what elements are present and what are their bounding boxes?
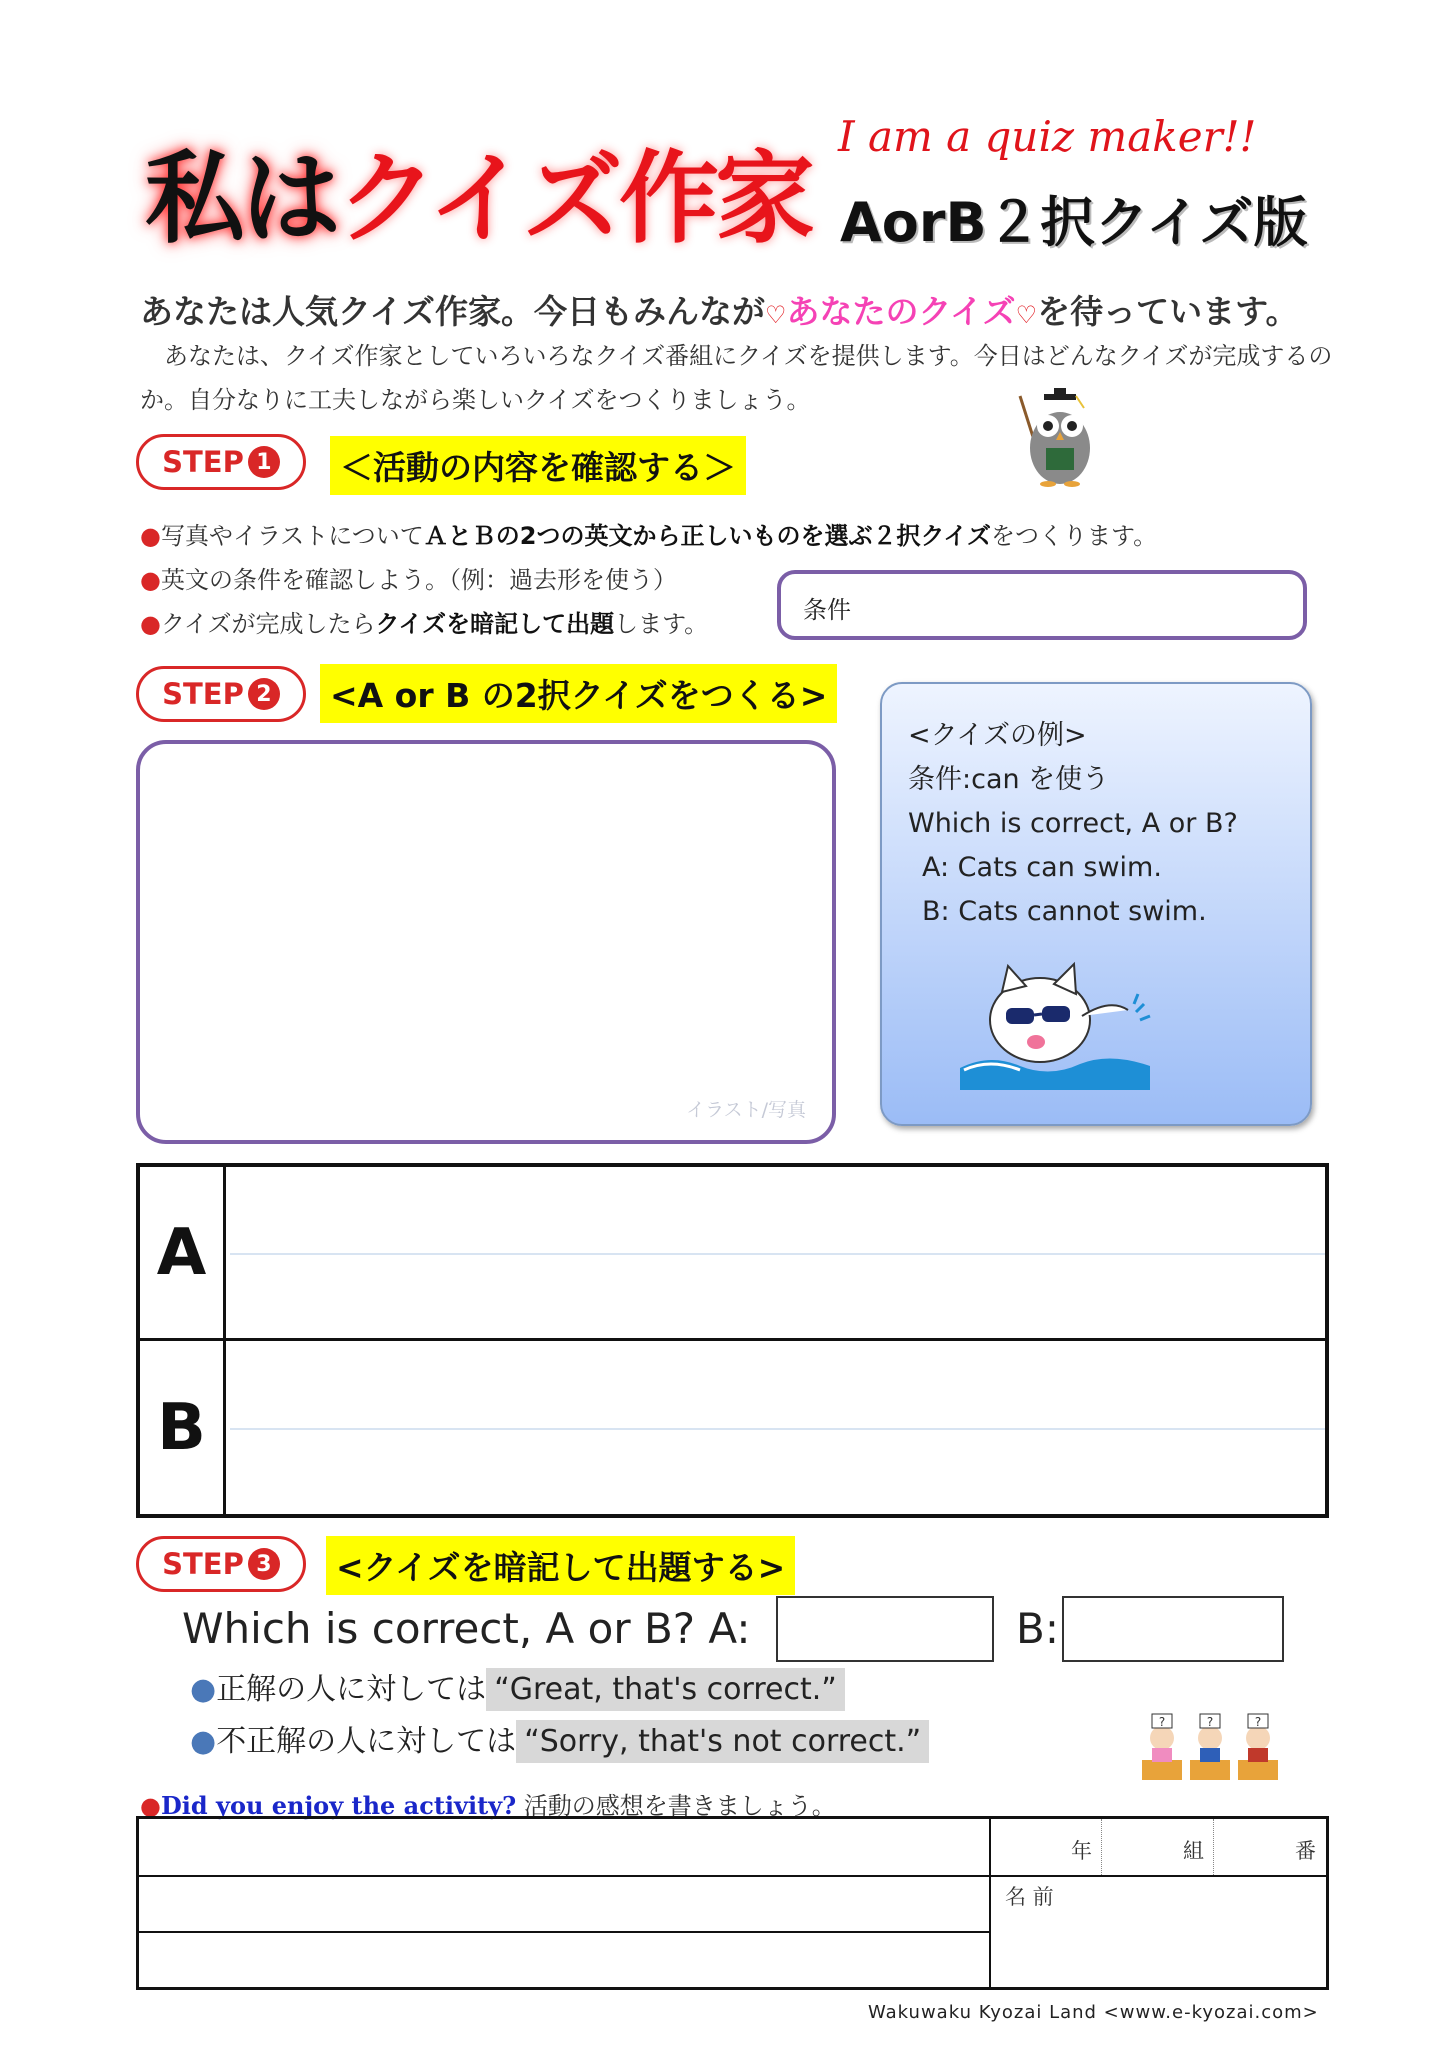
step1-bullet-2: ●英文の条件を確認しよう。（例：過去形を使う） bbox=[140, 566, 677, 594]
step3-b-prefix: B: bbox=[1016, 1604, 1059, 1653]
step1-heading: ＜活動の内容を確認する＞ bbox=[330, 436, 746, 495]
svg-text:?: ? bbox=[1206, 1715, 1214, 1729]
name-label: 名 前 bbox=[1005, 1885, 1054, 1909]
correct-response: ●正解の人に対しては “Great, that's correct.” bbox=[190, 1664, 845, 1708]
intro-paragraph: あなたは、クイズ作家としていろいろなクイズ番組にクイズを提供します。今日はどんなクイズが完成するのか。自分なりに工夫しながら楽しいクイズをつくりましょう。 bbox=[140, 342, 1333, 414]
main-title: 私はクイズ作家 bbox=[145, 139, 811, 257]
step2-heading: <A or B の2択クイズをつくる> bbox=[320, 664, 837, 723]
reflection-box[interactable] bbox=[136, 1816, 1329, 1990]
illustration-label: イラスト/写真 bbox=[686, 1099, 806, 1121]
illustration-area[interactable] bbox=[136, 740, 836, 1144]
owl-teacher-icon bbox=[1012, 386, 1102, 490]
example-option-a: A: Cats can swim. bbox=[922, 852, 1162, 883]
swimming-cat-icon bbox=[950, 958, 1180, 1098]
step3-question: Which is correct, A or B? A: bbox=[182, 1604, 751, 1653]
step1-bullet-1: ●写真やイラストについてＡとＢの2つの英文から正しいものを選ぶ２択クイズをつくります。 bbox=[140, 522, 1158, 550]
svg-text:?: ? bbox=[1254, 1715, 1262, 1729]
svg-text:?: ? bbox=[1158, 1715, 1166, 1729]
answer-table bbox=[136, 1163, 1329, 1518]
step3-badge: STEP 3 bbox=[136, 1536, 306, 1592]
class-label: 組 bbox=[1183, 1839, 1204, 1863]
step2-badge: STEP 2 bbox=[136, 666, 306, 722]
year-label: 年 bbox=[1071, 1839, 1092, 1863]
answer-row-b bbox=[140, 1341, 1325, 1515]
lead-sentence: あなたは人気クイズ作家。今日もみんなが♡あなたのクイズ♡を待っています。 bbox=[140, 292, 1299, 331]
step1-bullet-3: ●クイズが完成したらクイズを暗記して出題します。 bbox=[140, 610, 709, 638]
subtitle-english: I am a quiz maker!! bbox=[838, 112, 1257, 161]
example-option-b: B: Cats cannot swim. bbox=[922, 896, 1207, 927]
answer-label-a: A bbox=[140, 1167, 226, 1338]
answer-input-a[interactable] bbox=[776, 1596, 994, 1662]
condition-field[interactable] bbox=[777, 570, 1307, 640]
wrong-response: ●不正解の人に対しては “Sorry, that's not correct.” bbox=[190, 1716, 929, 1760]
answer-label-b: B bbox=[140, 1341, 226, 1515]
subtitle-japanese: AorB２択クイズ版 bbox=[840, 191, 1308, 254]
reflection-prompt: ●Did you enjoy the activity? 活動の感想を書きましょう。 bbox=[140, 1791, 836, 1820]
quiz-contestants-icon bbox=[1140, 1692, 1280, 1784]
answer-input-b[interactable] bbox=[1062, 1596, 1284, 1662]
example-title: <クイズの例> bbox=[908, 720, 1087, 751]
writing-line bbox=[230, 1428, 1325, 1430]
step1-badge: STEP 1 bbox=[136, 434, 306, 490]
number-label: 番 bbox=[1295, 1839, 1316, 1863]
answer-row-a bbox=[140, 1167, 1325, 1341]
example-condition: 条件:can を使う bbox=[908, 764, 1110, 795]
step3-heading: <クイズを暗記して出題する> bbox=[326, 1536, 795, 1595]
example-question: Which is correct, A or B? bbox=[908, 808, 1238, 839]
condition-label: 条件 bbox=[803, 596, 851, 624]
heart-icon: ♡ bbox=[1015, 301, 1038, 329]
footer-credit: Wakuwaku Kyozai Land <www.e-kyozai.com> bbox=[868, 2002, 1319, 2023]
writing-line bbox=[230, 1253, 1325, 1255]
heart-icon: ♡ bbox=[765, 301, 787, 329]
